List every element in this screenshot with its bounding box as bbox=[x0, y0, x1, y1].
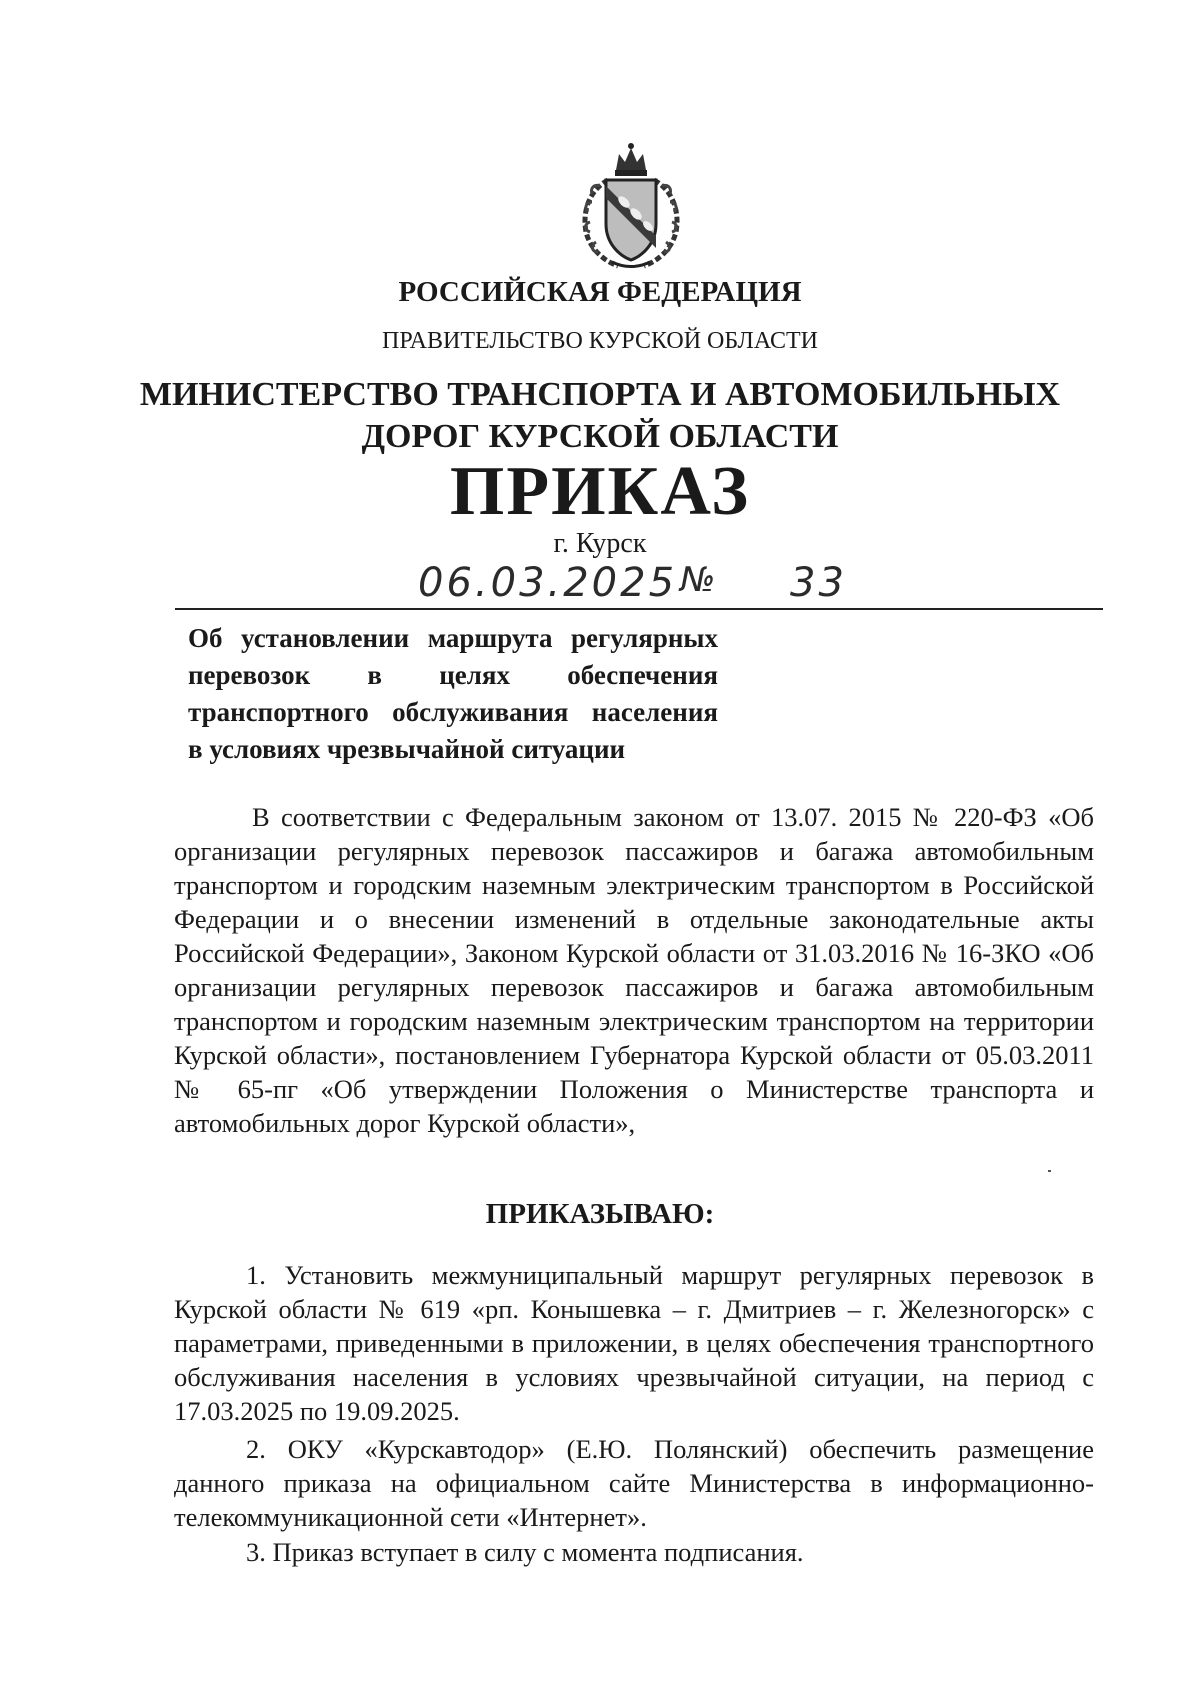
handwritten-number-sign: № bbox=[680, 560, 719, 600]
government-name: ПРАВИТЕЛЬСТВО КУРСКОЙ ОБЛАСТИ bbox=[382, 328, 818, 354]
ministry-name-line2: ДОРОГ КУРСКОЙ ОБЛАСТИ bbox=[361, 418, 839, 455]
order-directive-heading: ПРИКАЗЫВАЮ: bbox=[485, 1198, 715, 1230]
subject-line: перевозок в целях обеспечения bbox=[188, 660, 718, 690]
document-type-title: ПРИКАЗ bbox=[449, 453, 751, 530]
ministry-name bbox=[0, 374, 1200, 458]
coat-of-arms-icon bbox=[572, 140, 690, 270]
order-item-1: 1. Установить межмуниципальный маршрут регулярных перевозок в Курской области № 619 «рп. Конышевка – г. Дмитриев – г. Железногорск» с параметрами, приведенными в приложении, в целях обеспечения транспортного обслуживания населения в условиях чрезвычайной ситуации, на период с 17.03.2025 по 19.09.2025. bbox=[174, 1260, 1094, 1426]
city-name: г. Курск bbox=[553, 528, 647, 559]
order-item-3: 3. Приказ вступает в силу с момента подписания. bbox=[246, 1537, 804, 1567]
handwritten-date: 06.03.2025 bbox=[418, 560, 678, 606]
ministry-name-line1: МИНИСТЕРСТВО ТРАНСПОРТА И АВТОМОБИЛЬНЫХ bbox=[139, 376, 1061, 413]
document-subject bbox=[188, 620, 718, 768]
subject-line: в условиях чрезвычайной ситуации bbox=[188, 734, 626, 764]
subject-line: Об установлении маршрута регулярных bbox=[188, 623, 718, 653]
order-item-2: 2. ОКУ «Курскавтодор» (Е.Ю. Полянский) обеспечить размещение данного приказа на официальном сайте Министерства в информационно-телекоммуникационной сети «Интернет». bbox=[174, 1434, 1094, 1532]
preamble-paragraph: В соответствии с Федеральным законом от 13.07. 2015 № 220-ФЗ «Об организации регулярных перевозок пассажиров и багажа автомобильным транспортом и городским наземным электрическим транспортом в Российской Федерации и о внесении изменений в отдельные законодательные акты Российской Федерации», Законом Курской области от 31.03.2016 № 16-ЗКО «Об организации регулярных перевозок пассажиров и багажа автомобильным транспортом и городским наземным электрическим транспортом на территории Курской области», постановлением Губернатора Курской области от 05.03.2011 № 65-пг «Об утверждении Положения о Министерстве транспорта и автомобильных дорог Курской области», bbox=[174, 802, 1094, 1138]
subject-line: транспортного обслуживания населения bbox=[188, 697, 718, 727]
date-number-underline bbox=[175, 608, 1103, 610]
scan-speck bbox=[1048, 1170, 1051, 1172]
handwritten-number: 33 bbox=[790, 560, 847, 606]
country-name: РОССИЙСКАЯ ФЕДЕРАЦИЯ bbox=[398, 276, 802, 308]
